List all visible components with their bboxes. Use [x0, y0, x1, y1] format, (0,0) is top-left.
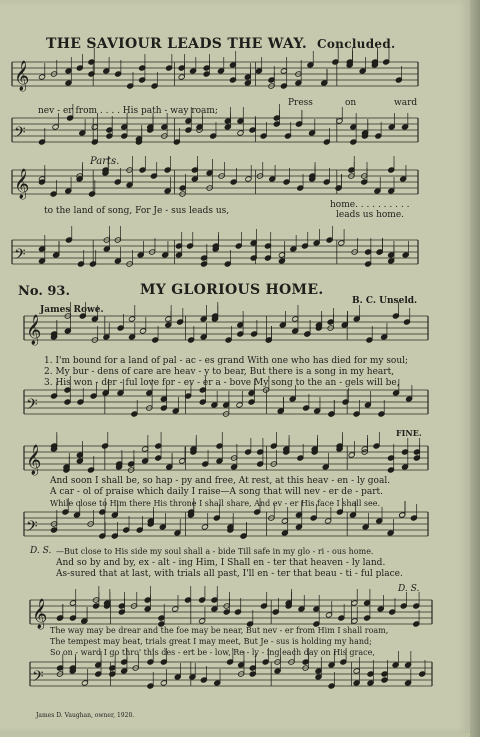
chorus-line: The tempest may beat, trials great I may meet, But Je - sus is holding my hand;	[50, 637, 372, 646]
svg-text:𝄞: 𝄞	[26, 315, 42, 345]
hymn-number: No. 93.	[18, 284, 70, 299]
svg-text:𝄢: 𝄢	[26, 518, 38, 539]
chorus-line: The way may be drear and the foe may be near, But nev - er from Him I shall roam,	[50, 626, 389, 635]
svg-text:𝄢: 𝄢	[32, 668, 44, 689]
verse-line: 1. I'm bound for a land of pal - ac - es grand With one who has died for my soul;	[44, 356, 409, 366]
svg-text:𝄞: 𝄞	[32, 599, 48, 629]
ds-line: As-sured that at last, with trials all past, I'll en - ter that beau - ti - ful place.	[56, 569, 403, 579]
staff	[12, 156, 418, 200]
chorus-line: So on - ward I go thro' this des - ert be - low, Re - ly - ing each day on His grace,	[50, 648, 375, 657]
ds-line: —But close to His side my soul shall a - bide Till safe in my glo - ri - ous home.	[56, 547, 374, 556]
ds-label: D. S.	[30, 546, 52, 556]
svg-text:𝄞: 𝄞	[14, 169, 30, 199]
staff	[12, 226, 418, 267]
svg-text:𝄢: 𝄢	[14, 124, 26, 145]
author: James Rowe.	[40, 305, 104, 315]
ds-line: And so by and by, ex - alt - ing Him, I Shall en - ter that heaven - ly land.	[56, 558, 386, 568]
staff	[24, 432, 428, 476]
refrain-line: While close to Him there His throne I shall share, And ev - er His face I shall see.	[50, 499, 381, 508]
fine-marking: FINE.	[396, 428, 422, 438]
lyrics-line: home. . . . . . . . . .	[330, 200, 410, 210]
verse-line: 3. His won - der - ful love for - ev - er a - bove My song to the an - gels will be,	[44, 378, 400, 388]
staff	[30, 586, 432, 630]
svg-text:𝄞: 𝄞	[26, 445, 42, 475]
refrain-line: A car - ol of praise which daily I raise—A song that will nev - er de - part.	[50, 487, 384, 497]
song-title: THE SAVIOUR LEADS THE WAY. Concluded.	[46, 36, 396, 52]
svg-text:𝄢: 𝄢	[26, 396, 38, 417]
lyrics-line: to the land of song, For Je - sus leads us,	[44, 206, 230, 216]
composer: B. C. Unseld.	[352, 296, 418, 306]
song-title: MY GLORIOUS HOME.	[140, 282, 324, 298]
svg-text:𝄞: 𝄞	[14, 61, 30, 91]
copyright-notice: James D. Vaughan, owner, 1920.	[36, 712, 135, 719]
lyrics-word: Press	[288, 98, 313, 108]
concluded-label: Concluded.	[317, 37, 396, 51]
refrain-line: And soon I shall be, so hap - py and free, At rest, at this heav - en - ly goal.	[50, 476, 391, 486]
lyrics-word: on	[345, 98, 357, 108]
svg-text:𝄢: 𝄢	[14, 246, 26, 267]
lyrics-line: nev - er from . . . . His path - way roam;	[38, 106, 218, 116]
parts-label: Parts.	[90, 156, 120, 167]
verse-line: 2. My bur - dens of care are heav - y to bear, But there is a song in my heart,	[44, 367, 395, 377]
ds-marking: D. S.	[398, 584, 420, 594]
page-edge	[470, 0, 480, 737]
staff	[12, 48, 418, 92]
lyrics-word: ward	[394, 98, 418, 108]
lyrics-line: leads us home.	[336, 210, 405, 220]
